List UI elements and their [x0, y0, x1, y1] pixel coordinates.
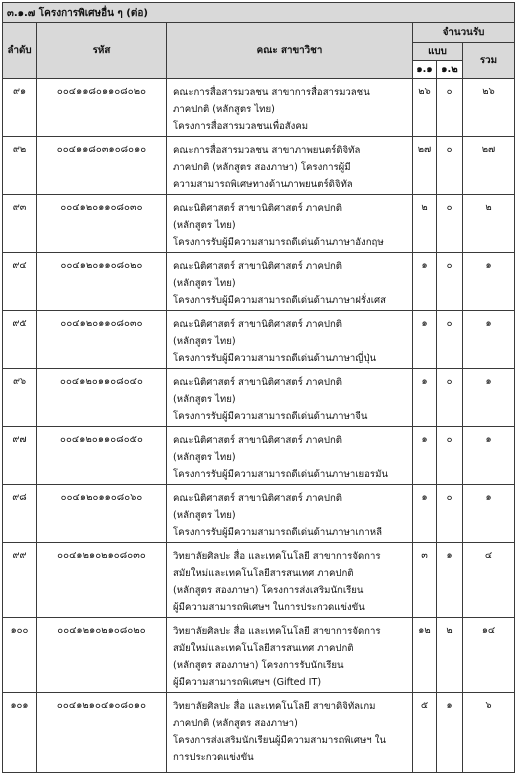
- row-type-1: ๑: [413, 369, 437, 427]
- row-type-1: ๑: [413, 311, 437, 369]
- table-row: [3, 137, 515, 195]
- faculty-line: วิทยาลัยศิลปะ สื่อ และเทคโนโลยี สาขาการจัดการ: [173, 626, 381, 637]
- row-seq: ๙๗: [3, 427, 37, 485]
- row-seq: ๙๕: [3, 311, 37, 369]
- header-row-1: [3, 23, 515, 43]
- table-row: [3, 195, 515, 253]
- faculty-line: โครงการรับผู้มีความสามารถดีเด่นด้านภาษาเกาหลี: [173, 527, 382, 538]
- faculty-line: (หลักสูตร ไทย): [173, 452, 236, 463]
- row-type-2: ๐: [437, 195, 463, 253]
- row-seq: ๙๖: [3, 369, 37, 427]
- faculty-line: ภาคปกติ (หลักสูตร ไทย): [173, 104, 275, 115]
- row-code: ๐๐๔๑๒๑๐๔๑๐๘๐๑๐: [37, 693, 167, 773]
- faculty-line: การประกวดแข่งขัน: [173, 752, 254, 763]
- faculty-line: โครงการรับผู้มีความสามารถดีเด่นด้านภาษาเยอรมัน: [173, 469, 388, 480]
- row-total: ๔: [463, 543, 515, 618]
- faculty-line: (หลักสูตร ไทย): [173, 394, 236, 405]
- faculty-line: ความสามารถพิเศษทางด้านภาพยนตร์ดิจิทัล: [173, 179, 353, 190]
- header-sub-1: ๑.๑: [413, 61, 437, 79]
- row-total: ๑: [463, 485, 515, 543]
- faculty-line: โครงการรับผู้มีความสามารถดีเด่นด้านภาษาญี่ปุ่น: [173, 353, 377, 364]
- row-total: ๑: [463, 369, 515, 427]
- faculty-line: ภาคปกติ (หลักสูตร สองภาษา): [173, 718, 298, 729]
- faculty-line: โครงการรับผู้มีความสามารถดีเด่นด้านภาษาฝรั่งเศส: [173, 295, 386, 306]
- row-type-1: ๕: [413, 693, 437, 773]
- row-type-1: ๒๖: [413, 79, 437, 137]
- row-faculty: [167, 195, 413, 253]
- row-seq: ๙๓: [3, 195, 37, 253]
- table-row: [3, 618, 515, 693]
- row-type-1: ๒: [413, 195, 437, 253]
- row-seq: ๑๐๑: [3, 693, 37, 773]
- faculty-line: (หลักสูตร สองภาษา) โครงการส่งเสริมนักเรียน: [173, 585, 364, 596]
- header-code: รหัส: [37, 23, 167, 79]
- faculty-line: โครงการรับผู้มีความสามารถดีเด่นด้านภาษาอังกฤษ: [173, 237, 384, 248]
- faculty-line: ผู้มีความสามารถพิเศษฯ (Gifted IT): [173, 677, 322, 688]
- row-type-1: ๑: [413, 253, 437, 311]
- row-total: ๒๖: [463, 79, 515, 137]
- table-row: [3, 253, 515, 311]
- row-faculty: [167, 311, 413, 369]
- faculty-line: สมัยใหม่และเทคโนโลยีสารสนเทศ ภาคปกติ: [173, 568, 354, 579]
- header-seq: ลำดับ: [3, 23, 37, 79]
- faculty-line: ภาคปกติ (หลักสูตร สองภาษา) โครงการผู้มี: [173, 162, 351, 173]
- faculty-line: คณะนิติศาสตร์ สาขานิติศาสตร์ ภาคปกติ: [173, 319, 343, 330]
- header-faculty: คณะ สาขาวิชา: [167, 23, 413, 79]
- faculty-line: คณะนิติศาสตร์ สาขานิติศาสตร์ ภาคปกติ: [173, 203, 343, 214]
- faculty-line: คณะนิติศาสตร์ สาขานิติศาสตร์ ภาคปกติ: [173, 261, 343, 272]
- header-sub-2: ๑.๒: [437, 61, 463, 79]
- row-faculty: [167, 693, 413, 773]
- row-type-1: ๑: [413, 427, 437, 485]
- row-faculty: [167, 485, 413, 543]
- row-faculty: [167, 253, 413, 311]
- row-type-2: ๐: [437, 427, 463, 485]
- section-title-row: [3, 3, 515, 23]
- header-type: แบบ: [413, 43, 463, 61]
- faculty-line: คณะนิติศาสตร์ สาขานิติศาสตร์ ภาคปกติ: [173, 377, 343, 388]
- faculty-line: วิทยาลัยศิลปะ สื่อ และเทคโนโลยี สาขาดิจิทัลเกม: [173, 701, 376, 712]
- faculty-line: ผู้มีความสามารถพิเศษฯ ในการประกวดแข่งขัน: [173, 602, 365, 613]
- row-faculty: [167, 137, 413, 195]
- faculty-line: โครงการส่งเสริมนักเรียนผู้มีความสามารถพิเศษฯ ใน: [173, 735, 386, 746]
- row-code: ๐๐๔๑๒๐๑๑๐๘๐๕๐: [37, 427, 167, 485]
- row-faculty: [167, 427, 413, 485]
- row-total: ๖: [463, 693, 515, 773]
- faculty-line: โครงการรับผู้มีความสามารถดีเด่นด้านภาษาจีน: [173, 411, 368, 422]
- row-faculty: [167, 79, 413, 137]
- faculty-line: (หลักสูตร ไทย): [173, 336, 236, 347]
- row-total: ๑: [463, 427, 515, 485]
- row-code: ๐๐๔๑๒๑๐๒๑๐๘๐๒๐: [37, 618, 167, 693]
- row-type-2: ๐: [437, 79, 463, 137]
- row-code: ๐๐๔๑๒๐๑๑๐๘๐๒๐: [37, 253, 167, 311]
- row-seq: ๙๘: [3, 485, 37, 543]
- row-faculty: [167, 618, 413, 693]
- row-total: ๑: [463, 253, 515, 311]
- row-faculty: [167, 543, 413, 618]
- faculty-line: วิทยาลัยศิลปะ สื่อ และเทคโนโลยี สาขาการจัดการ: [173, 551, 381, 562]
- row-type-2: ๐: [437, 369, 463, 427]
- row-seq: ๙๑: [3, 79, 37, 137]
- faculty-line: (หลักสูตร สองภาษา) โครงการรับนักเรียน: [173, 660, 344, 671]
- admission-table: [2, 2, 515, 773]
- row-type-2: ๐: [437, 137, 463, 195]
- row-seq: ๑๐๐: [3, 618, 37, 693]
- row-total: ๑๔: [463, 618, 515, 693]
- row-type-2: ๑: [437, 693, 463, 773]
- row-code: ๐๐๔๑๑๘๐๓๑๐๘๐๑๐: [37, 137, 167, 195]
- row-type-1: ๑: [413, 485, 437, 543]
- row-type-2: ๒: [437, 618, 463, 693]
- header-total: รวม: [463, 43, 515, 79]
- table-row: [3, 311, 515, 369]
- faculty-line: คณะนิติศาสตร์ สาขานิติศาสตร์ ภาคปกติ: [173, 493, 343, 504]
- row-code: ๐๐๔๑๒๐๑๑๐๘๐๓๐: [37, 195, 167, 253]
- header-capacity: จำนวนรับ: [413, 23, 515, 43]
- row-seq: ๙๙: [3, 543, 37, 618]
- row-code: ๐๐๔๑๒๐๑๑๐๘๐๔๐: [37, 369, 167, 427]
- faculty-line: คณะนิติศาสตร์ สาขานิติศาสตร์ ภาคปกติ: [173, 435, 343, 446]
- section-title: ๓.๑.๗ โครงการพิเศษอื่น ๆ (ต่อ): [3, 3, 515, 23]
- faculty-line: คณะการสื่อสารมวลชน สาขาการสื่อสารมวลชน: [173, 87, 370, 98]
- table-row: [3, 79, 515, 137]
- row-type-2: ๐: [437, 311, 463, 369]
- row-total: ๑: [463, 311, 515, 369]
- table-row: [3, 693, 515, 773]
- row-type-2: ๐: [437, 253, 463, 311]
- faculty-line: (หลักสูตร ไทย): [173, 510, 236, 521]
- faculty-line: (หลักสูตร ไทย): [173, 278, 236, 289]
- row-total: ๒๗: [463, 137, 515, 195]
- table-row: [3, 543, 515, 618]
- row-code: ๐๐๔๑๒๐๑๑๐๘๐๓๐: [37, 311, 167, 369]
- row-seq: ๙๒: [3, 137, 37, 195]
- table-row: [3, 427, 515, 485]
- row-type-1: ๓: [413, 543, 437, 618]
- faculty-line: สมัยใหม่และเทคโนโลยีสารสนเทศ ภาคปกติ: [173, 643, 354, 654]
- row-code: ๐๐๔๑๒๐๑๑๐๘๐๖๐: [37, 485, 167, 543]
- row-type-1: ๑๒: [413, 618, 437, 693]
- row-code: ๐๐๔๑๒๑๐๒๑๐๘๐๓๐: [37, 543, 167, 618]
- table-row: [3, 485, 515, 543]
- table-row: [3, 369, 515, 427]
- row-code: ๐๐๔๑๑๘๐๑๑๐๘๐๒๐: [37, 79, 167, 137]
- row-total: ๒: [463, 195, 515, 253]
- row-seq: ๙๔: [3, 253, 37, 311]
- row-faculty: [167, 369, 413, 427]
- faculty-line: คณะการสื่อสารมวลชน สาขาภาพยนตร์ดิจิทัล: [173, 145, 361, 156]
- row-type-2: ๐: [437, 485, 463, 543]
- faculty-line: (หลักสูตร ไทย): [173, 220, 236, 231]
- faculty-line: โครงการสื่อสารมวลชนเพื่อสังคม: [173, 121, 309, 132]
- row-type-2: ๑: [437, 543, 463, 618]
- row-type-1: ๒๗: [413, 137, 437, 195]
